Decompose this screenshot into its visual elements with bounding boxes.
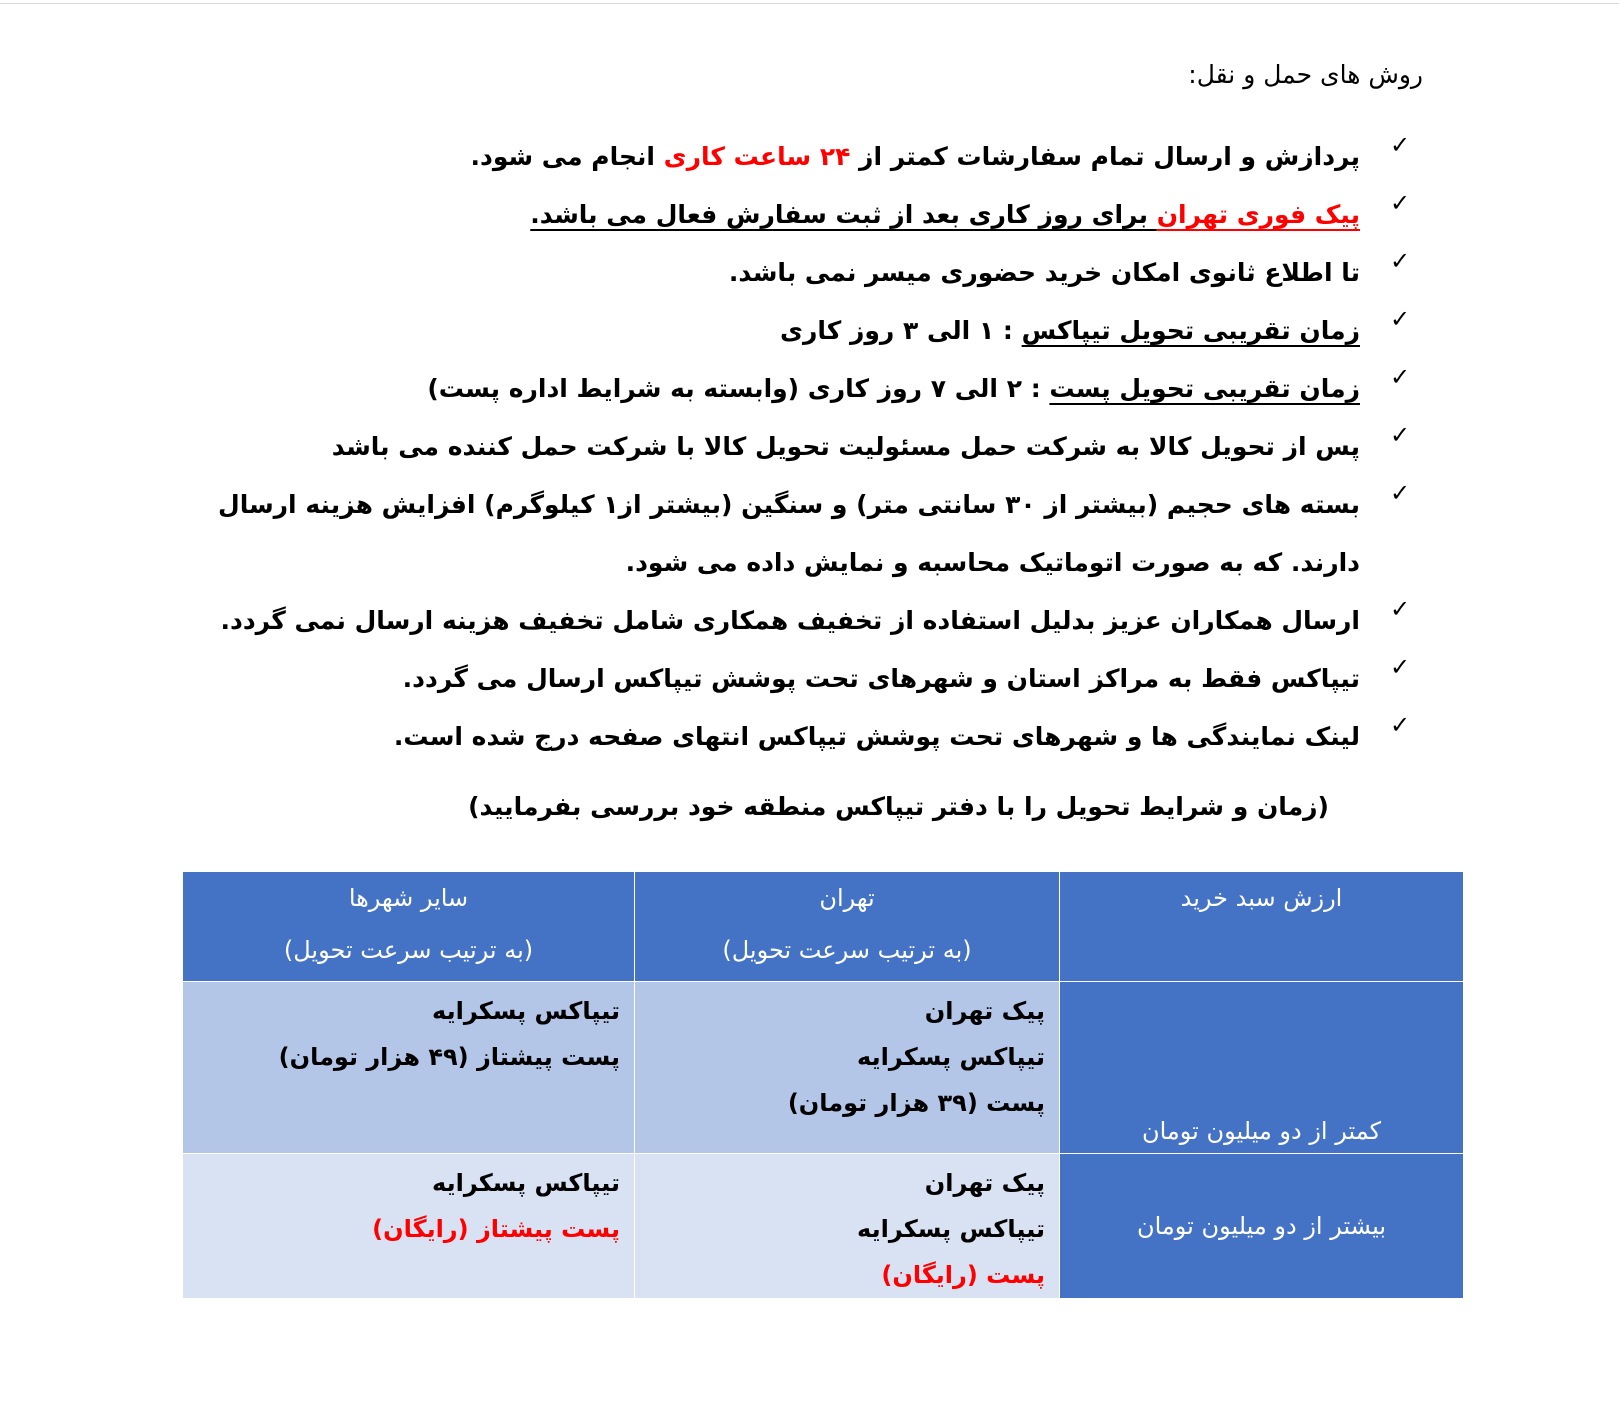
list-item-text: لینک نمایندگی ها و شهرهای تحت پوشش تیپاکس انتهای صفحه درج شده است. <box>393 722 1360 751</box>
check-icon: ✓ <box>1389 653 1411 681</box>
list-item-text: پس از تحویل کالا به شرکت حمل مسئولیت تحویل کالا با شرکت حمل کننده می باشد <box>331 432 1360 461</box>
shipping-cost-table <box>182 871 1464 1299</box>
shipping-option: پیک تهران <box>924 1169 1045 1197</box>
header-other-cities: سایر شهرها (به ترتیب سرعت تحویل) <box>183 872 635 982</box>
other-cities-options-cell <box>183 982 635 1154</box>
check-icon: ✓ <box>1389 189 1411 217</box>
shipping-option: تیپاکس پسکرایه <box>857 1215 1045 1243</box>
tehran-options-cell <box>635 1154 1060 1299</box>
check-icon: ✓ <box>1389 421 1411 449</box>
list-item-text: بسته های حجیم (بیشتر از ۳۰ سانتی متر) و سنگین (بیشتر از۱ کیلوگرم) افزایش هزینه ارسال دارند. که به صورت اتوماتیک محاسبه و نمایش داده می شود. <box>218 490 1360 577</box>
shipping-option: تیپاکس پسکرایه <box>432 1169 620 1197</box>
table-header-row <box>183 872 1464 982</box>
row-label: کمتر از دو میلیون تومان <box>1060 982 1464 1154</box>
shipping-option: تیپاکس پسکرایه <box>432 997 620 1025</box>
list-item-text: زمان تقریبی تحویل پست : ۲ الی ۷ روز کاری (وابسته به شرایط اداره پست) <box>427 374 1360 403</box>
shipping-option: پست (۳۹ هزار تومان) <box>787 1089 1045 1117</box>
check-icon: ✓ <box>1389 305 1411 333</box>
header-tehran: تهران (به ترتیب سرعت تحویل) <box>635 872 1060 982</box>
list-item-text: پیک فوری تهران برای روز کاری بعد از ثبت سفارش فعال می باشد. <box>530 200 1360 229</box>
page-title: روش های حمل و نقل: <box>1188 60 1423 89</box>
list-item-text: ارسال همکاران عزیز بدلیل استفاده از تخفیف همکاری شامل تخفیف هزینه ارسال نمی گردد. <box>220 606 1360 635</box>
shipping-option-free: پست (رایگان) <box>881 1261 1045 1289</box>
header-cart-value: ارزش سبد خرید <box>1060 872 1464 982</box>
list-item-text: تا اطلاع ثانوی امکان خرید حضوری میسر نمی باشد. <box>728 258 1360 287</box>
list-item-text: زمان تقریبی تحویل تیپاکس : ۱ الی ۳ روز کاری <box>780 316 1360 345</box>
shipping-option-free: پست پیشتاز (رایگان) <box>372 1215 620 1243</box>
check-icon: ✓ <box>1389 595 1411 623</box>
row-label: بیشتر از دو میلیون تومان <box>1060 1154 1464 1299</box>
list-item-text: پردازش و ارسال تمام سفارشات کمتر از ۲۴ ساعت کاری انجام می شود. <box>470 142 1360 171</box>
shipping-option: تیپاکس پسکرایه <box>857 1043 1045 1071</box>
check-icon: ✓ <box>1389 363 1411 391</box>
top-border <box>0 3 1619 4</box>
check-icon: ✓ <box>1389 247 1411 275</box>
tehran-options-cell <box>635 982 1060 1154</box>
shipping-option: پست پیشتاز (۴۹ هزار تومان) <box>278 1043 620 1071</box>
check-icon: ✓ <box>1389 479 1411 507</box>
table-row <box>183 1154 1464 1299</box>
table-row <box>183 982 1464 1154</box>
list-item-text: تیپاکس فقط به مراکز استان و شهرهای تحت پوشش تیپاکس ارسال می گردد. <box>402 664 1360 693</box>
other-cities-options-cell <box>183 1154 635 1299</box>
check-icon: ✓ <box>1389 131 1411 159</box>
check-icon: ✓ <box>1389 711 1411 739</box>
delivery-note: (زمان و شرایط تحویل را با دفتر تیپاکس منطقه خود بررسی بفرمایید) <box>468 792 1329 821</box>
shipping-option: پیک تهران <box>924 997 1045 1025</box>
